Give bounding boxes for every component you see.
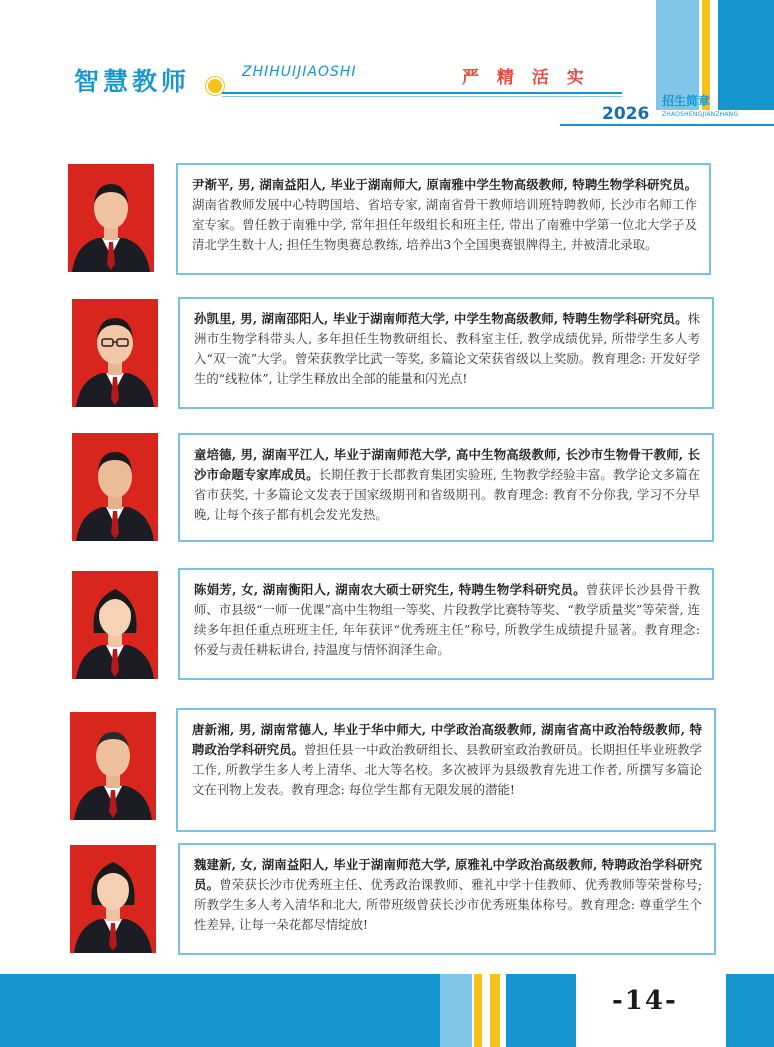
teacher-intro: 陈娟芳, 女, 湖南衡阳人, 湖南农大硕士研究生, 特聘生物学科研究员。 — [194, 582, 586, 597]
teacher-photo-6 — [70, 845, 156, 953]
school-motto: 严 精 活 实 — [462, 68, 590, 88]
teacher-card-4 — [178, 568, 714, 680]
portrait-female-icon — [70, 845, 156, 953]
teacher-photo-5 — [70, 712, 156, 820]
portrait-male-icon — [68, 164, 154, 272]
brochure-label: 招生简章 — [662, 94, 711, 108]
teacher-bio: 株洲市生物学科带头人, 多年担任生物教研组长、教科室主任, 教学成绩优异, 所带学生多人考入“双一流”大学。曾荣获教学比武一等奖, 多篇论文荣获省级以上奖励。教育理念: 开发好学生的“线粒体”, 让学生释放出全部的能量和闪光点! — [194, 311, 700, 386]
page-number: -14- — [612, 986, 678, 1016]
section-title-pinyin: ZHIHUIJIAOSHI — [242, 64, 357, 80]
teacher-card-1 — [176, 163, 711, 275]
header-underline — [560, 124, 774, 126]
header-divider — [222, 92, 622, 94]
teacher-photo-2 — [72, 299, 158, 407]
teacher-intro: 尹渐平, 男, 湖南益阳人, 毕业于湖南师大, 原南雅中学生物高级教师, 特聘生物学科研究员。 — [192, 177, 697, 192]
brochure-pinyin: ZHAOSHENGJIANZHANG — [662, 111, 739, 118]
teacher-bio: 曾荣获长沙市优秀班主任、优秀政治课教师、雅礼中学十佳教师、优秀教师等荣誉称号; 所教学生多人考入清华和北大, 所带班级曾获长沙市优秀班集体称号。教育理念: 尊重学生个性差异, 让每一朵花都尽情绽放! — [194, 877, 702, 932]
portrait-male-icon — [72, 299, 158, 407]
teacher-intro: 魏建新, 女, 湖南益阳人, 毕业于湖南师范大学, 原雅礼中学政治高级教师, 特聘政治学科研究员。 — [194, 857, 702, 892]
teacher-card-6 — [178, 843, 716, 955]
teacher-intro: 童培德, 男, 湖南平江人, 毕业于湖南师范大学, 高中生物高级教师, 长沙市生物骨干教师, 长沙市命题专家库成员。 — [194, 447, 700, 482]
section-title: 智慧教师 — [74, 67, 191, 96]
portrait-male-icon — [70, 712, 156, 820]
teacher-photo-4 — [72, 571, 158, 679]
teacher-bio: 曾担任县一中政治教研组长、县教研室政治教研员。长期担任毕业班教学工作, 所教学生多人考上清华、北大等名校。多次被评为县级教育先进工作者, 所撰写多篇论文在刊物上发表。教育理念: 每位学生都有无限发展的潜能! — [192, 742, 703, 797]
teacher-card-3 — [178, 433, 714, 542]
teacher-bio: 曾获评长沙县骨干教师、市县级“一师一优课”高中生物组一等奖、片段教学比赛特等奖、“教学质量奖”等荣誉, 连续多年担任重点班班主任, 年年获评“优秀班主任”称号, 所教学生成绩提升显著。教育理念: 怀爱与责任耕耘讲台, 持温度与情怀润泽生命。 — [194, 582, 700, 657]
teacher-bio: 长期任教于长郡教育集团实验班, 生物教学经验丰富。教学论文多篇在省市获奖, 十多篇论文发表于国家级期刊和省级期刊。教育理念: 教育不分你我, 学习不分早晚, 让每个孩子都有机会发光发热。 — [194, 467, 700, 522]
portrait-female-icon — [72, 571, 158, 679]
teacher-photo-1 — [68, 164, 154, 272]
header-divider-thin — [222, 96, 622, 97]
portrait-male-icon — [72, 433, 158, 541]
year-label: 2026 — [602, 104, 650, 124]
teacher-photo-3 — [72, 433, 158, 541]
teacher-card-2 — [178, 297, 714, 409]
teacher-bio: 湖南省教师发展中心特聘国培、省培专家, 湖南省骨干教师培训班特聘教师, 长沙市名师工作室专家。曾任教于南雅中学, 常年担任年级组长和班主任, 带出了南雅中学第一位北大学子及清北学生数十人; 担任生物奥赛总教练, 培养出3个全国奥赛银牌得主, 并被清北录取。 — [192, 197, 697, 252]
teacher-card-5 — [176, 708, 716, 832]
teacher-intro: 唐新湘, 男, 湖南常德人, 毕业于华中师大, 中学政治高级教师, 湖南省高中政治特级教师, 特聘政治学科研究员。 — [192, 722, 702, 757]
teacher-intro: 孙凯里, 男, 湖南邵阳人, 毕业于湖南师范大学, 中学生物高级教师, 特聘生物学科研究员。 — [194, 311, 688, 326]
